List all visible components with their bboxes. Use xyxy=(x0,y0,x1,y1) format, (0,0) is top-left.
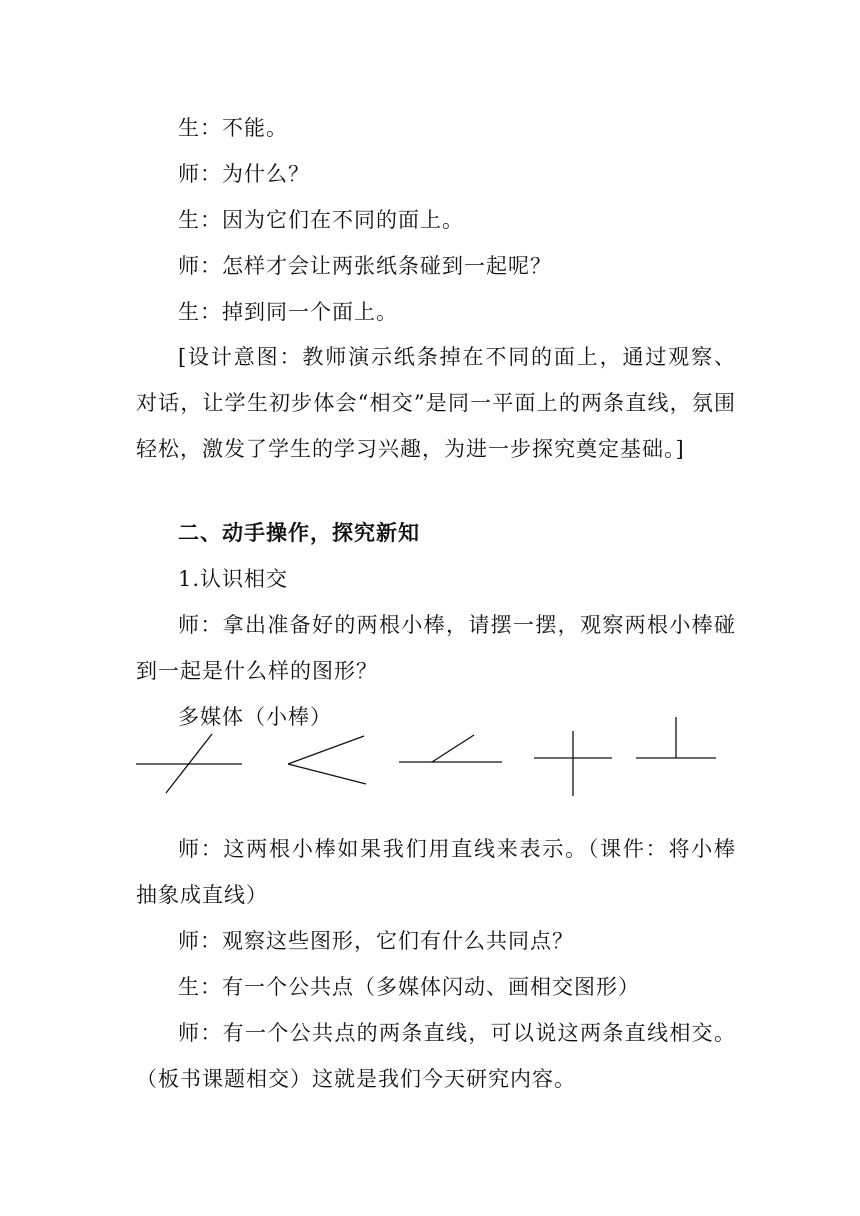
teacher-question-paragraph: 师：拿出准备好的两根小棒，请摆一摆，观察两根小棒碰到一起是什么样的图形？ xyxy=(136,613,736,683)
figure-perpendicular-cross xyxy=(534,731,612,796)
dialogue-line-4: 师：怎样才会让两张纸条碰到一起呢？ xyxy=(178,254,552,278)
figure-oblique-on-line xyxy=(399,735,502,762)
media-label: 多媒体（小棒） xyxy=(178,705,332,729)
figure-cross-oblique xyxy=(136,734,242,793)
dialogue-line-1: 生：不能。 xyxy=(178,116,288,140)
dialogue-line-5: 生：掉到同一个面上。 xyxy=(178,300,398,324)
dialogue-line-2: 师：为什么？ xyxy=(178,162,310,186)
section-heading: 二、动手操作，探究新知 xyxy=(178,520,420,545)
student-answer-line: 生：有一个公共点（多媒体闪动、画相交图形） xyxy=(178,975,640,999)
figure-inverted-t xyxy=(636,717,716,758)
teacher-observe-line: 师：观察这些图形，它们有什么共同点？ xyxy=(178,929,574,953)
design-intent-paragraph: [设计意图：教师演示纸条掉在不同的面上，通过观察、对话，让学生初步体会“相交”是同一平面上的两条直线，氛围轻松，激发了学生的学习兴趣，为进一步探究奠定基础。] xyxy=(136,345,736,461)
figure-angle xyxy=(288,736,366,784)
dialogue-line-3: 生：因为它们在不同的面上。 xyxy=(178,208,464,232)
teacher-conclusion-paragraph: 师：有一个公共点的两条直线，可以说这两条直线相交。（板书课题相交）这就是我们今天研究内容。 xyxy=(136,1021,736,1091)
teacher-abstract-paragraph: 师：这两根小棒如果我们用直线来表示。（课件：将小棒抽象成直线） xyxy=(136,837,736,907)
subsection-heading: 1.认识相交 xyxy=(178,567,289,591)
